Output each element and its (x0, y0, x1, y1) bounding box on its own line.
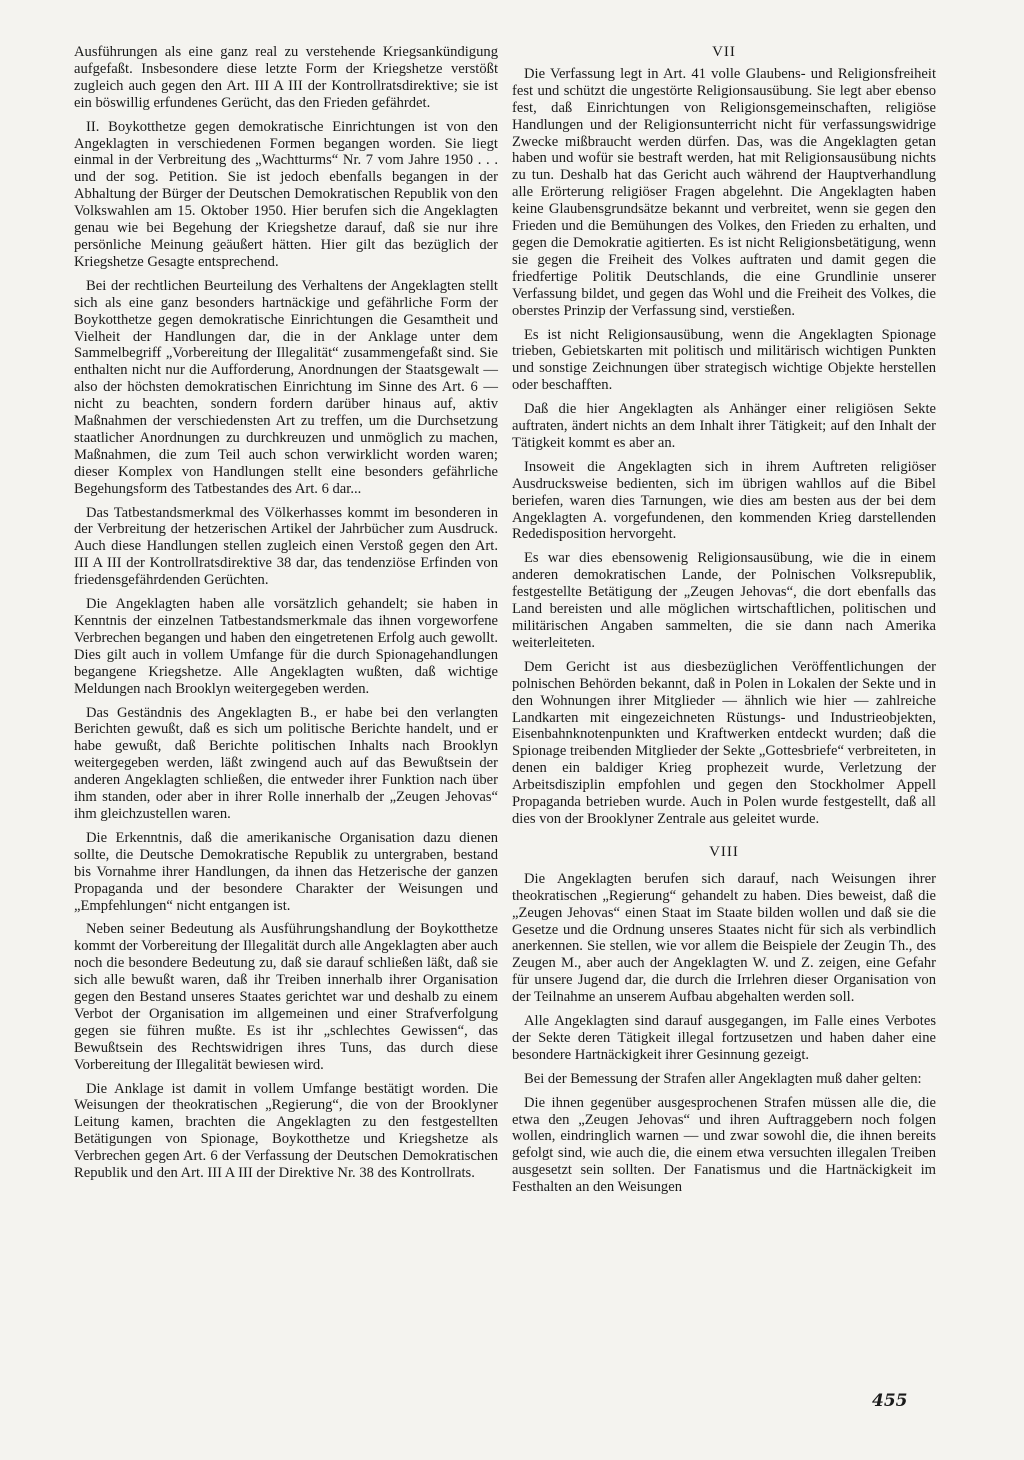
paragraph: Die Angeklagten haben alle vorsätzlich gehandelt; sie haben in Kenntnis der einzelnen Tatbestandsmerkmale das ihnen vorgeworfene Verbrechen begangen und haben den eingetretenen Erfolg auch gewollt. Dies gilt auch in vollem Umfange für die durch Spionagehandlungen begangene Kriegshetze. Alle Angeklagten wußten, daß wichtige Meldungen nach Brooklyn weitergegeben werden. (74, 596, 498, 697)
paragraph: Insoweit die Angeklagten sich in ihrem Auftreten religiöser Ausdrucksweise bedienten, sich im übrigen wahllos auf die Bibel beriefen, waren dies Tarnungen, wie dies am besten aus der bei dem Angeklagten A. vorgefundenen, den kommenden Krieg darstellenden Rededisposition hervorgeht. (512, 458, 936, 543)
paragraph: Bei der Bemessung der Strafen aller Angeklagten muß daher gelten: (524, 1070, 922, 1087)
paragraph: Alle Angeklagten sind darauf ausgegangen, im Falle eines Verbotes der Sekte deren Tätigkeit illegal fortzusetzen und haben daher eine besondere Hartnäckigkeit ihrer Gesinnung gezeigt. (512, 1013, 936, 1063)
page-number: 455 (872, 1391, 908, 1411)
paragraph: Die Anklage ist damit in vollem Umfange bestätigt worden. Die Weisungen der theokratischen „Regierung“, die von der Brooklyner Leitung kamen, brachten die Angeklagten zu den festgestellten Betätigungen von Spionage, Boykotthetze und Kriegshetze als Verbrechen gegen Art. 6 der Verfassung der Deutschen Demokratischen Republik und den Art. III A III der Direktive Nr. 38 des Kontrollrats. (74, 1080, 498, 1182)
paragraph: Die Verfassung legt in Art. 41 volle Glaubens- und Religionsfreiheit fest und schützt die ungestörte Religionsausübung. Sie legt aber ebenso fest, daß Einrichtungen von Religionsgemeinschaften, religiöse Handlungen und der Religionsunterricht nicht für verfassungswidrige Zwecke mißbraucht werden dürfen. Das, was die Angeklagten getan haben und wofür sie bestraft werden, hat mit Religionsausübung nichts zu tun. Deshalb hat das Gericht auch während der Hauptverhandlung alle Erörterung religiöser Fragen abgelehnt. Die Angeklagten haben keine Glaubensgrundsätze bekannt und verbreitet, wenn sie gegen den Frieden und die Bemühungen des Volkes, den Frieden zu erhalten, und gegen die Demokratie agitierten. Es ist nicht Religionsbetätigung, wenn sie gegen die Freiheit des Volkes auftraten und damit gegen die friedfertige Politik Deutschlands, die eine Grundlinie unserer Verfassung bildet, und gegen das Wohl und die Freiheit des Volkes, die oberstes Prinzip der Verfassung sind, verstießen. (512, 65, 936, 319)
paragraph: Es war dies ebensowenig Religionsausübung, wie die in einem anderen demokratischen Lande, der Polnischen Volksrepublik, festgestellte Betätigung der „Zeugen Jehovas“, die dort ebenfalls das Land bereisten und alle möglichen wirtschaftlichen, politischen und militärischen Angaben sammelten, die sie dann nach Amerika weiterleiteten. (512, 550, 936, 651)
right-column (512, 44, 936, 1203)
paragraph: Ausführungen als eine ganz real zu verstehende Kriegsankündigung aufgefaßt. Insbesondere diese letzte Form der Kriegshetze verstößt zugleich auch gegen den Art. III A III der Kontrollratsdirektive; sie ist ein böswillig erfundenes Gerücht, das den Frieden gefährdet. (74, 44, 498, 111)
paragraph: Die Angeklagten berufen sich darauf, nach Weisungen ihrer theokratischen „Regierung“ gehandelt zu haben. Dies beweist, daß die „Zeugen Jehovas“ einen Staat im Staate bilden wollen und daß sie die Gesetze und die Ordnung unseres Staates nicht für sich als verbindlich anerkennen. Sie stellen, wie vor allem die Beispiele der Zeugin Th., des Zeugen M., aber auch der Angeklagten W. und Z. zeigen, eine Gefahr für unsere Jugend dar, die durch die Irrlehren dieser Organisation von der Teilnahme an unserem Aufbau abgehalten werden soll. (512, 870, 936, 1006)
section-heading-vii: VII (712, 44, 736, 60)
paragraph: Die ihnen gegenüber ausgesprochenen Strafen müssen alle die, die etwa den „Zeugen Jehovas“ und ihren Auftraggebern noch folgen wollen, eindringlich warnen — und zwar sowohl die, die ihnen bereits gefolgt sind, wie auch die, die einem etwa versuchten illegalen Treiben ausgesetzt sein sollten. Der Fanatismus und die Hartnäckigkeit im Festhalten an den Weisungen (512, 1094, 936, 1196)
paragraph: Bei der rechtlichen Beurteilung des Verhaltens der Angeklagten stellt sich als eine ganz besonders hartnäckige und gefährliche Form der Boykotthetze gegen demokratische Einrichtungen die Gesamtheit und Vielheit der Handlungen dar, die in der Anklage unter dem Sammelbegriff „Vorbereitung der Illegalität“ zusammengefaßt sind. Sie enthalten nicht nur die Aufforderung, Anordnungen der Staatsgewalt — also der höchsten demokratischen Einrichtung im Sinne des Art. 6 — nicht zu beachten, sondern fordern darüber hinaus auf, aktiv Maßnahmen der verschiedensten Art zu treffen, um die Durchsetzung staatlicher Anordnungen zu durchkreuzen und unmöglich zu machen, Maßnahmen, die zum Teil auch schon verwirklicht worden waren; dieser Komplex von Handlungen stellt eine besonders gefährliche Begehungsform des Tatbestandes des Art. 6 dar... (74, 277, 498, 497)
paragraph: II. Boykotthetze gegen demokratische Einrichtungen ist von den Angeklagten in verschiedenen Formen begangen worden. Sie liegt einmal in der Verbreitung des „Wachtturms“ Nr. 7 vom Jahre 1950 . . . und der sog. Petition. Sie ist jedoch ebenfalls begangen in der Abhaltung der Bürger der Deutschen Demokratischen Republik von den Volkswahlen am 15. Oktober 1950. Hier berufen sich die Angeklagten genau wie bei Begehung der Kriegshetze darauf, daß sie nur ihre persönliche Meinung geäußert hätten. Hier gilt das bezüglich der Kriegshetze Gesagte entsprechend. (74, 118, 498, 270)
paragraph: Es ist nicht Religionsausübung, wenn die Angeklagten Spionage trieben, Gebietskarten mit politisch und militärisch wichtigen Punkten und sonstige Zeichnungen über strategisch wichtige Objekte herstellen oder beschafften. (512, 326, 936, 394)
paragraph: Das Tatbestandsmerkmal des Völkerhasses kommt im besonderen in der Verbreitung der hetzerischen Artikel der Jahrbücher zum Ausdruck. Auch diese Handlungen stellen zugleich einen Verstoß gegen den Art. III A III der Kontrollratsdirektive 38 dar, das tendenziöse Erfinden von friedensgefährdenden Gerüchten. (74, 504, 498, 589)
paragraph: Neben seiner Bedeutung als Ausführungshandlung der Boykotthetze kommt der Vorbereitung der Illegalität durch alle Angeklagten aber auch noch die besondere Bedeutung zu, daß sie darauf schließen läßt, daß sie sich alle bewußt waren, daß ihr Treiben innerhalb ihrer Organisation gegen den Bestand unseres Staates gerichtet war und deshalb zu einem Verbot der Organisation im allgemeinen und einer Strafverfolgung gegen sie führen mußte. Es ist ihr „schlechtes Gewissen“, das Bewußtsein des Rechtswidrigen ihres Tuns, das durch diese Vorbereitung der Illegalität bewiesen wird. (74, 921, 498, 1073)
left-column (74, 44, 498, 1189)
paragraph: Das Geständnis des Angeklagten B., er habe bei den verlangten Berichten gewußt, daß es sich um politische Berichte handelt, und er habe gewußt, daß Berichte politischen Inhalts nach Brooklyn weitergegeben werden, läßt zwingend auch auf das Bewußtsein der anderen Angeklagten schließen, die entweder ihrer Funktion nach über ihm standen, oder aber in ihrer Rolle innerhalb der „Zeugen Jehovas“ ihm gleichzustellen waren. (74, 704, 498, 822)
paragraph: Die Erkenntnis, daß die amerikanische Organisation dazu dienen sollte, die Deutsche Demokratische Republik zu untergraben, bestand bis Vornahme ihrer Handlungen, da ihnen das Hetzerische der ganzen Propaganda und der besondere Charakter der Weisungen und „Empfehlungen“ nicht entgangen ist. (74, 829, 498, 914)
section-heading-viii: VIII (709, 843, 739, 860)
paragraph: Daß die hier Angeklagten als Anhänger einer religiösen Sekte auftraten, ändert nichts an dem Inhalt ihrer Tätigkeit; auf den Inhalt der Tätigkeit kommt es aber an. (512, 401, 936, 451)
paragraph: Dem Gericht ist aus diesbezüglichen Veröffentlichungen der polnischen Behörden bekannt, daß in Polen in Lokalen der Sekte und in den Wohnungen ihrer Mitglieder — ähnlich wie hier — zahlreiche Landkarten mit eingezeichneten Rüstungs- und Industrieobjekten, Eisenbahnknotenpunkten und Kraftwerken entdeckt wurden; daß die Spionage treibenden Mitglieder der Sekte „Gottesbriefe“ verbreiteten, in denen ein baldiger Krieg prophezeit wurde, Verletzung der Arbeitsdisziplin empfohlen und gegen den Stockholmer Appell Propaganda betrieben wurde. Auch in Polen wurde festgestellt, daß all dies von der Brooklyner Zentrale aus geleitet wurde. (512, 658, 936, 827)
